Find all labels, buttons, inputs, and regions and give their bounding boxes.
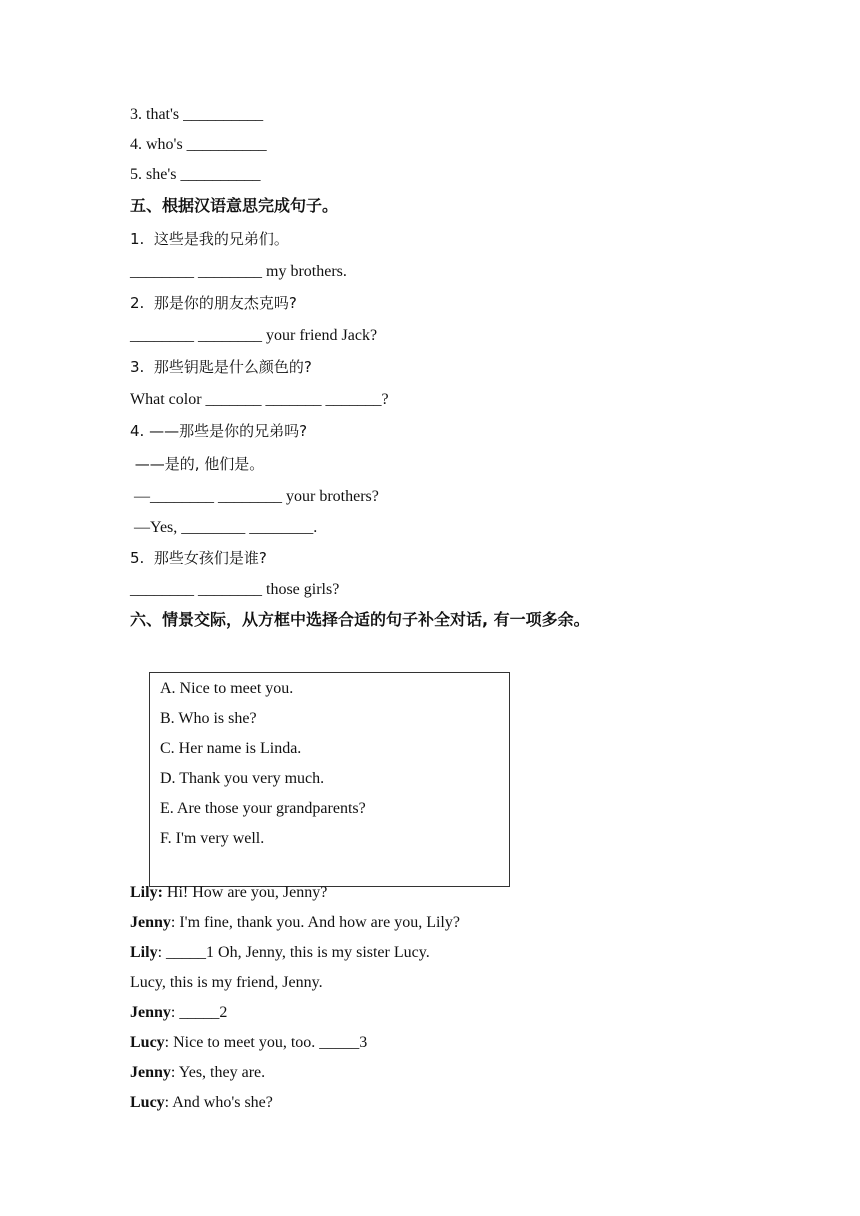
question-english: ________ ________ my brothers. xyxy=(130,263,347,280)
option-item: C. Her name is Linda. xyxy=(160,740,302,757)
dialogue-line xyxy=(130,913,460,933)
dialogue-text: : _____2 xyxy=(170,1004,228,1021)
question-english: ________ ________ your friend Jack? xyxy=(130,327,378,344)
dialogue-text: : Yes, they are. xyxy=(170,1064,266,1081)
speaker-name: Jenny xyxy=(130,914,171,931)
section-heading: 五、根据汉语意思完成句子。 xyxy=(130,196,339,215)
speaker-name: Lily xyxy=(130,944,158,961)
dialogue-line xyxy=(130,1093,273,1113)
dialogue-text: Hi! How are you, Jenny? xyxy=(162,884,328,901)
question-chinese: 1. 这些是我的兄弟们。 xyxy=(130,230,289,248)
option-item: E. Are those your grandparents? xyxy=(160,800,366,817)
option-item: F. I'm very well. xyxy=(160,830,265,847)
dialogue-line xyxy=(130,883,327,903)
question-chinese: 3. 那些钥匙是什么颜色的? xyxy=(130,358,312,376)
dialogue-text: Lucy, this is my friend, Jenny. xyxy=(130,974,323,991)
question-english: —Yes, ________ ________. xyxy=(130,519,318,536)
dialogue-text: : And who's she? xyxy=(164,1094,273,1111)
option-item: B. Who is she? xyxy=(160,710,257,727)
speaker-name: Lucy xyxy=(130,1094,165,1111)
speaker-name: Lily: xyxy=(130,884,163,901)
speaker-name: Lucy xyxy=(130,1034,165,1051)
dialogue-text: : I'm fine, thank you. And how are you, Lily? xyxy=(170,914,460,931)
dialogue-line xyxy=(130,943,430,963)
dialogue-line xyxy=(130,1003,227,1023)
question-chinese: 2. 那是你的朋友杰克吗? xyxy=(130,294,297,312)
question-english: What color _______ _______ _______? xyxy=(130,391,389,408)
exercise-item: 4. who's __________ xyxy=(130,136,267,153)
dialogue-line xyxy=(130,1033,367,1053)
question-chinese: ——是的, 他们是。 xyxy=(130,455,265,473)
speaker-name: Jenny xyxy=(130,1064,171,1081)
option-item: D. Thank you very much. xyxy=(160,770,325,787)
dialogue-line xyxy=(130,973,323,993)
option-item: A. Nice to meet you. xyxy=(160,680,294,697)
exercise-item: 3. that's __________ xyxy=(130,106,264,123)
question-chinese: 5. 那些女孩们是谁? xyxy=(130,549,267,567)
dialogue-text: : _____1 Oh, Jenny, this is my sister Lucy. xyxy=(157,944,430,961)
question-english: ________ ________ those girls? xyxy=(130,581,340,598)
exercise-item: 5. she's __________ xyxy=(130,166,261,183)
section-heading: 六、情景交际，从方框中选择合适的句子补全对话, 有一项多余。 xyxy=(130,610,590,629)
dialogue-line xyxy=(130,1063,265,1083)
speaker-name: Jenny xyxy=(130,1004,171,1021)
question-chinese: 4. ——那些是你的兄弟吗? xyxy=(130,422,308,440)
question-english: —________ ________ your brothers? xyxy=(130,488,379,505)
dialogue-text: : Nice to meet you, too. _____3 xyxy=(164,1034,368,1051)
